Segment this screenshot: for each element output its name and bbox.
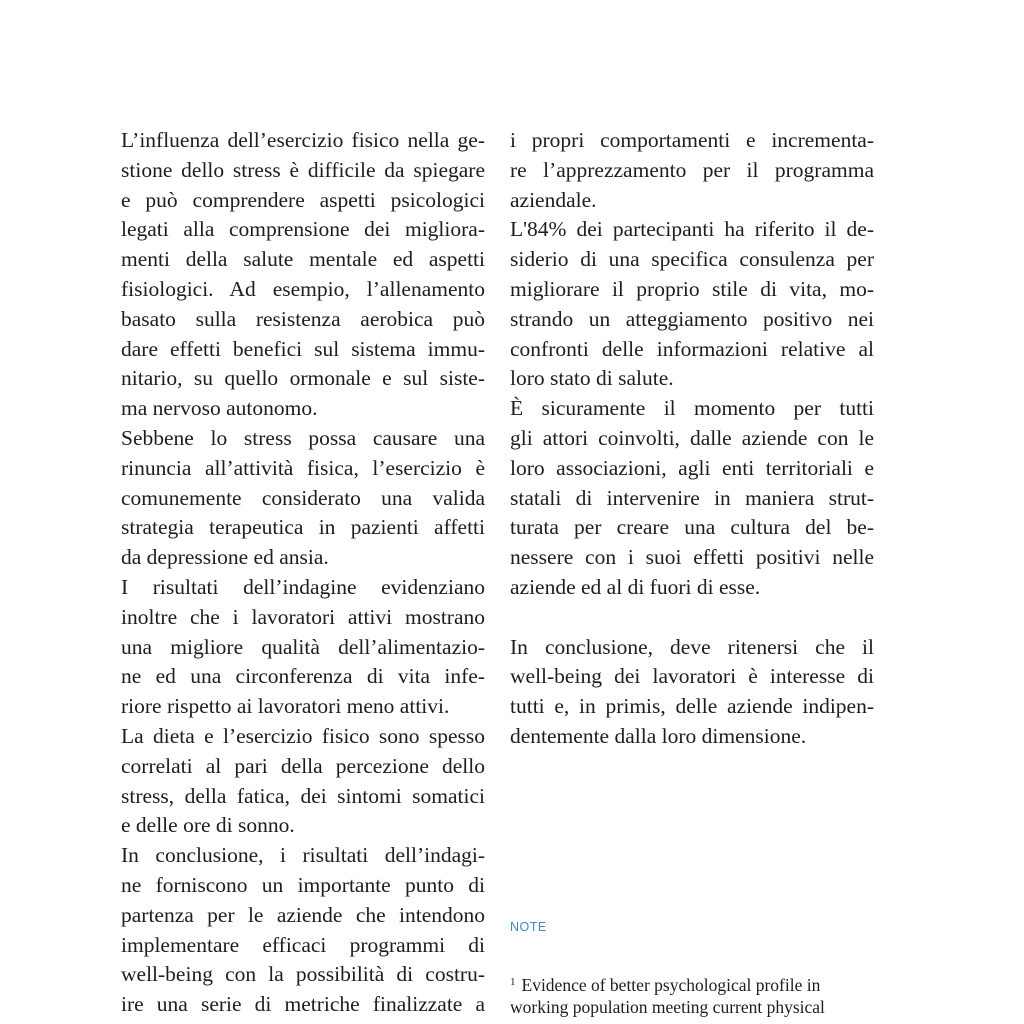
text-line: rinuncia all’attività fisica, l’esercizio è — [121, 455, 485, 480]
text-line: inoltre che i lavoratori attivi mostrano — [121, 604, 485, 629]
text-line: well-being dei lavoratori è interesse di — [510, 664, 874, 689]
text-line: È sicuramente il momento per tutti — [510, 396, 874, 421]
text-line: siderio di una specifica consulenza per — [510, 247, 874, 272]
text-line: e delle ore di sonno. — [121, 813, 295, 838]
text-line: gli attori coinvolti, dalle aziende con le — [510, 425, 874, 450]
right-text-column — [510, 126, 874, 752]
text-line: aziendale. — [510, 187, 597, 212]
text-line: Sebbene lo stress possa causare una — [121, 425, 485, 450]
paragraph-gap — [510, 603, 874, 633]
footnote-line-2: working population meeting current physical — [510, 997, 825, 1017]
text-line: tutti e, in primis, delle aziende indipen- — [510, 694, 874, 719]
text-line: i propri comportamenti e incrementa- — [510, 128, 874, 152]
notes-heading: NOTE — [510, 920, 547, 934]
text-line: ne ed una circonferenza di vita infe- — [121, 664, 485, 689]
text-line: nitario, su quello ormonale e sul siste- — [121, 366, 485, 391]
text-line: menti della salute mentale ed aspetti — [121, 247, 485, 272]
text-line: turata per creare una cultura del be- — [510, 515, 874, 540]
text-line: In conclusione, i risultati dell’indagi- — [121, 843, 485, 868]
text-line: dare effetti benefici sul sistema immu- — [121, 336, 485, 361]
text-line: I risultati dell’indagine evidenziano — [121, 574, 485, 599]
text-line: ire una serie di metriche finalizzate a — [121, 992, 485, 1017]
text-line: loro associazioni, agli enti territoriali e — [510, 455, 874, 480]
text-line: L’influenza dell’esercizio fisico nella ge- — [121, 128, 485, 152]
text-line: legati alla comprensione dei migliora- — [121, 217, 485, 242]
text-line: re l’apprezzamento per il programma — [510, 157, 874, 182]
footnote-text: Evidence of better psychological profile in — [521, 975, 821, 995]
text-line: dentemente dalla loro dimensione. — [510, 723, 807, 748]
text-line: partenza per le aziende che intendono — [121, 902, 485, 927]
text-line: strando un atteggiamento positivo nei — [510, 306, 874, 331]
text-line: statali di intervenire in maniera strut- — [510, 485, 874, 510]
text-line: La dieta e l’esercizio fisico sono spesso — [121, 723, 485, 748]
text-line: correlati al pari della percezione dello — [121, 753, 485, 778]
text-line: implementare efficaci programmi di — [121, 932, 485, 957]
text-line: ma nervoso autonomo. — [121, 396, 318, 421]
text-line: stress, della fatica, dei sintomi somatici — [121, 783, 485, 808]
text-line: fisiologici. Ad esempio, l’allenamento — [121, 276, 485, 301]
text-line: migliorare il proprio stile di vita, mo- — [510, 276, 874, 301]
text-line: da depressione ed ansia. — [121, 545, 329, 570]
text-line: well-being con la possibilità di costru- — [121, 962, 485, 987]
text-line: L'84% dei partecipanti ha riferito il de- — [510, 217, 874, 242]
text-line: strategia terapeutica in pazienti affetti — [121, 515, 485, 540]
footnote-number: 1 — [510, 976, 516, 988]
text-line: nessere con i suoi effetti positivi nelle — [510, 545, 874, 570]
text-line: confronti delle informazioni relative al — [510, 336, 874, 361]
text-line: aziende ed al di fuori di esse. — [510, 574, 761, 599]
text-line: riore rispetto ai lavoratori meno attivi. — [121, 694, 450, 719]
text-line: comunemente considerato una valida — [121, 485, 485, 510]
text-line: basato sulla resistenza aerobica può — [121, 306, 485, 331]
text-line: una migliore qualità dell’alimentazio- — [121, 634, 485, 659]
text-line: loro stato di salute. — [510, 366, 674, 391]
text-line: stione dello stress è difficile da spiegare — [121, 157, 485, 182]
text-line: e può comprendere aspetti psicologici — [121, 187, 485, 212]
footnote-line-1 — [510, 971, 874, 996]
footnote — [510, 971, 874, 1018]
left-text-column — [121, 126, 485, 1020]
text-line: ne forniscono un importante punto di — [121, 872, 485, 897]
text-line: In conclusione, deve ritenersi che il — [510, 634, 874, 659]
